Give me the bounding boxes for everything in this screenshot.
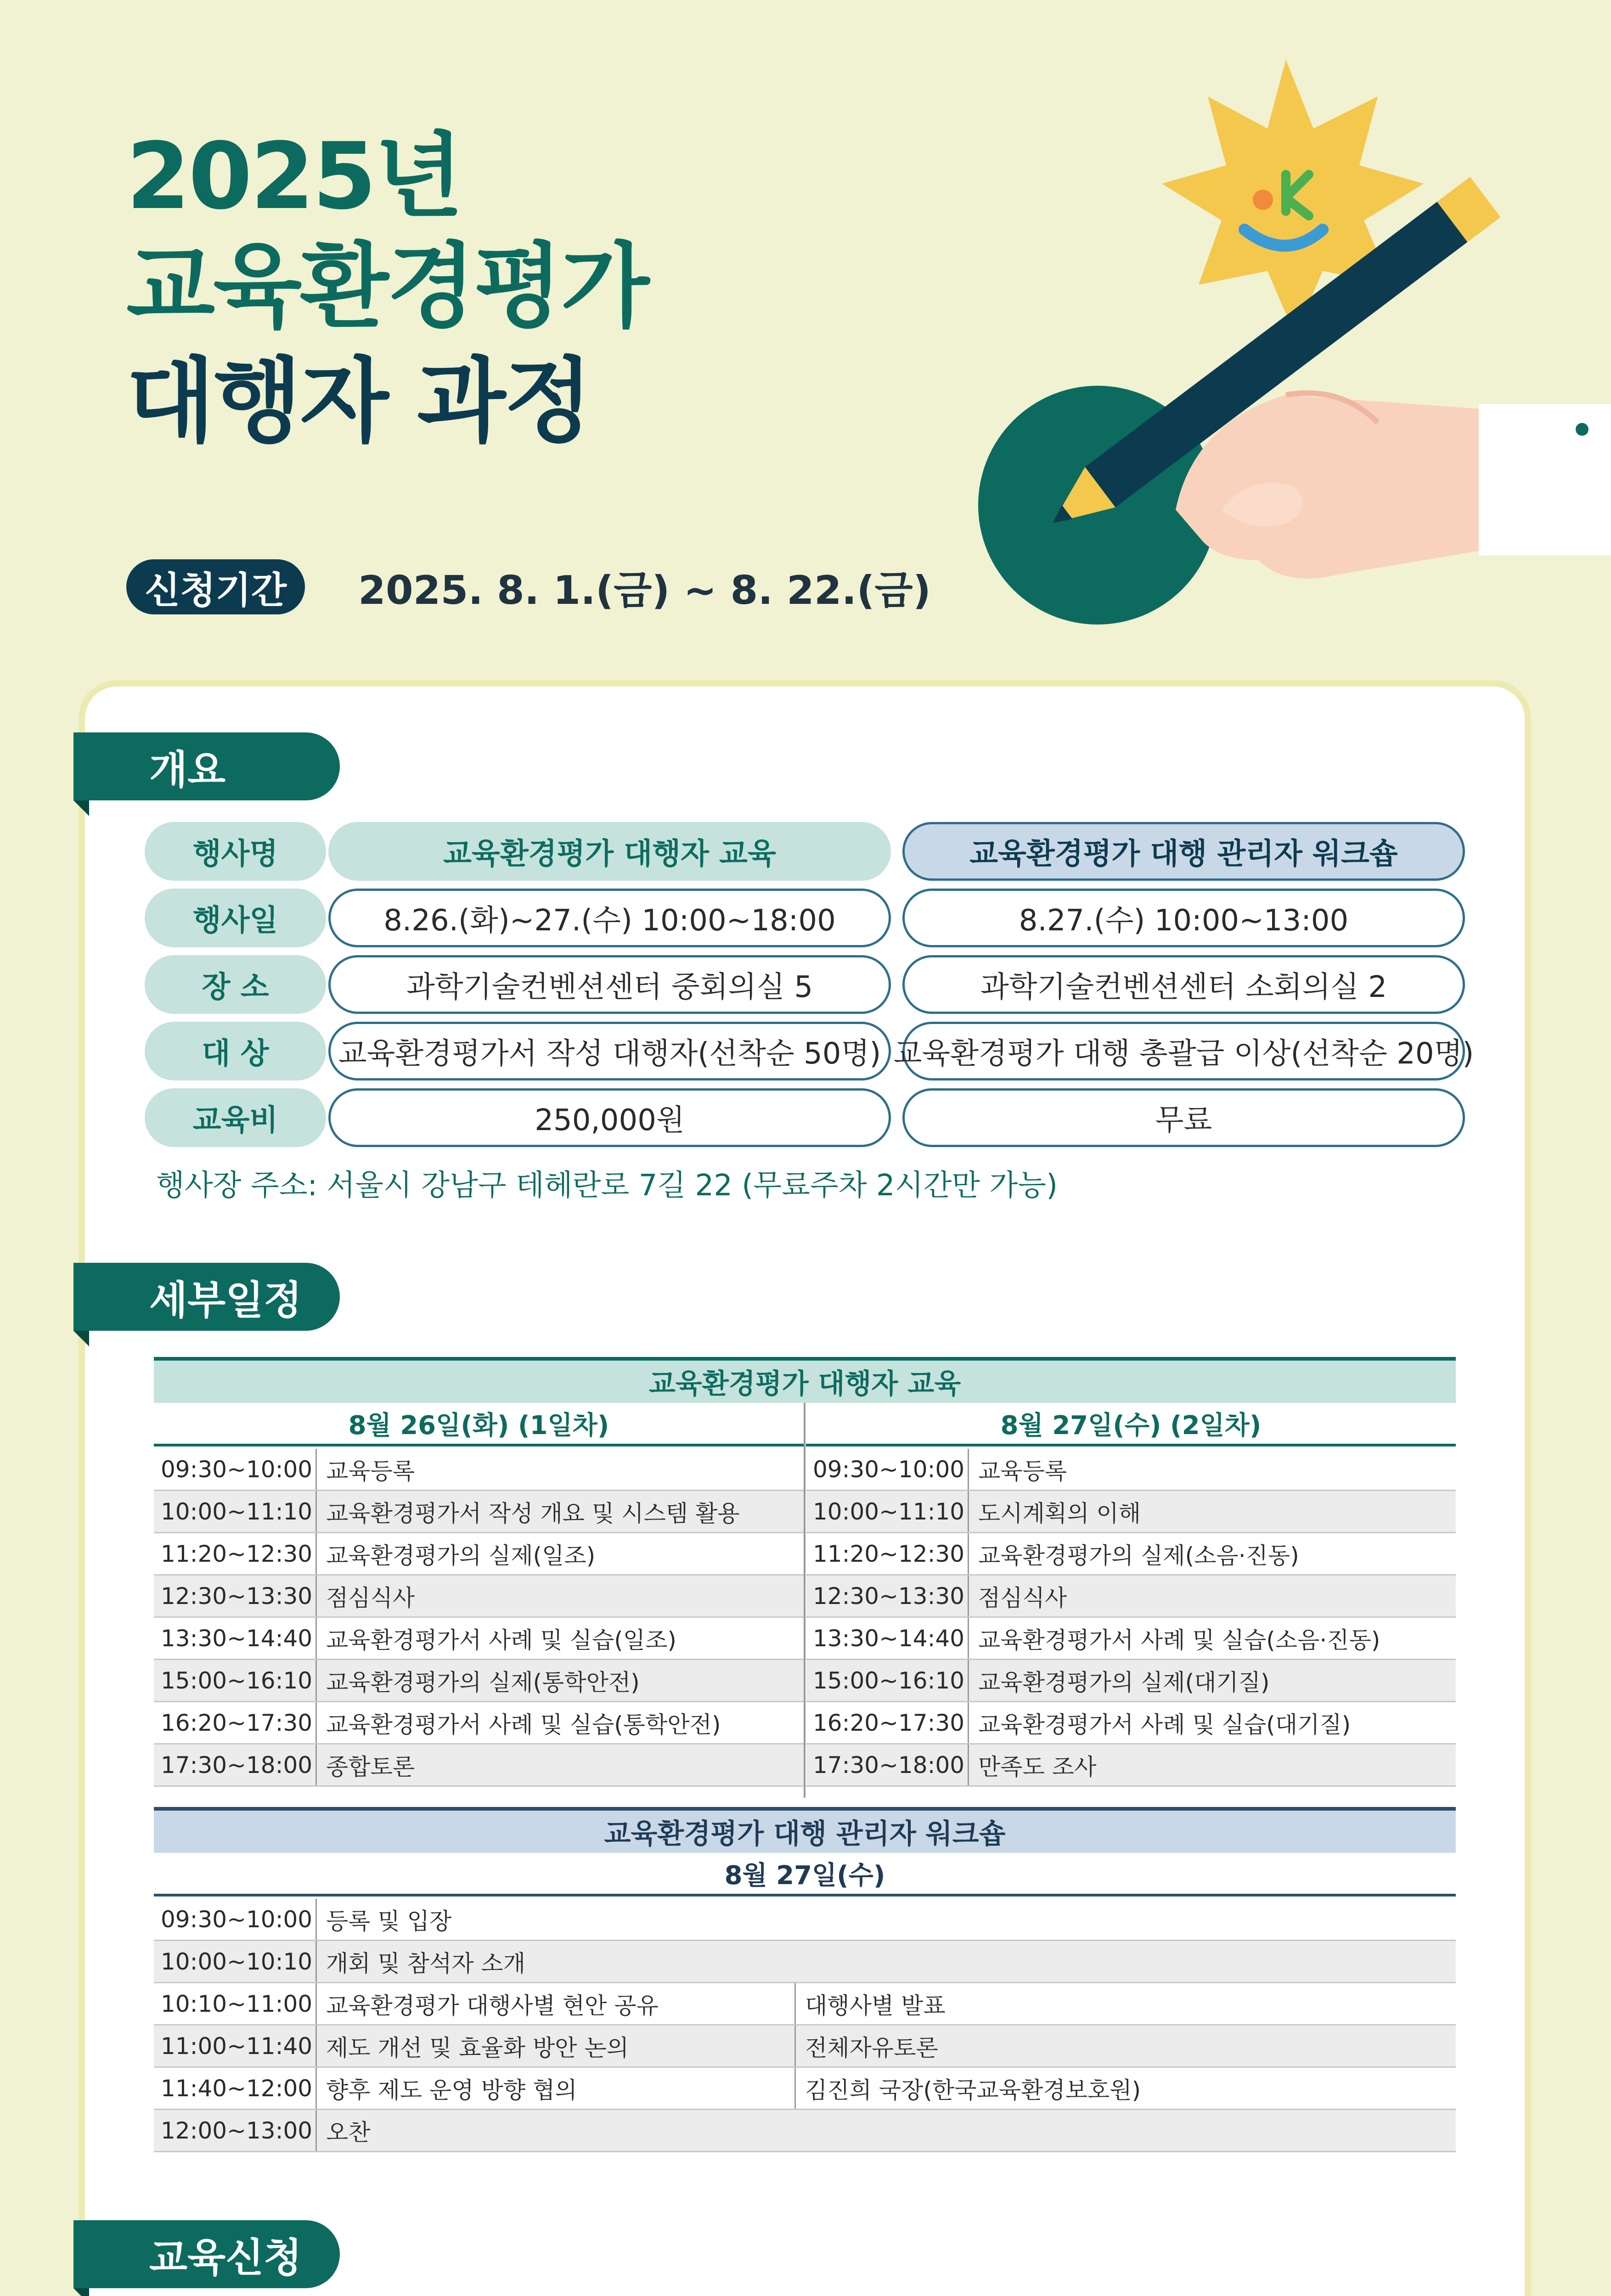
subject-cell: 오찬: [326, 2119, 371, 2146]
subject-cell: 점심식사: [326, 1584, 415, 1611]
course1-fee: 250,000원: [328, 1088, 891, 1147]
time-cell: 16:20~17:30: [806, 1702, 969, 1743]
time-cell: 17:30~18:00: [154, 1745, 317, 1785]
subject-cell: 교육환경평가의 실제(일조): [326, 1542, 596, 1569]
schedule-row: [806, 1491, 1456, 1533]
time-cell: 10:00~10:10: [154, 1941, 317, 1982]
table2-date: 8월 27일(수): [154, 1853, 1456, 1896]
note-cell: 전체자유토론: [794, 2026, 938, 2066]
subject-cell: 교육환경평가서 사례 및 실습(소음·진동): [978, 1626, 1380, 1654]
day1-title: 8월 26일(화) (1일차): [154, 1403, 804, 1446]
time-cell: 12:30~13:30: [806, 1576, 969, 1616]
schedule-row: [154, 1899, 1456, 1941]
course2-fee: 무료: [902, 1088, 1465, 1147]
period-value: 2025. 8. 1.(금) ~ 8. 22.(금): [358, 568, 931, 613]
venue-address: 행사장 주소: 서울시 강남구 테헤란로 7길 22 (무료주차 2시간만 가능): [156, 1169, 1058, 1203]
subject-cell: 향후 제도 운영 방향 협의: [326, 2077, 577, 2104]
schedule-row: [806, 1745, 1456, 1787]
note-cell: 김진희 국장(한국교육환경보호원): [794, 2068, 1141, 2109]
course1-target: 교육환경평가서 작성 대행자(선착순 50명): [328, 1022, 891, 1080]
course1-name: 교육환경평가 대행자 교육: [328, 822, 891, 881]
schedule-row: [154, 1618, 804, 1660]
schedule-table-course1: [154, 1357, 1456, 1798]
label-fee: 교육비: [145, 1088, 326, 1147]
schedule-row: [154, 2110, 1456, 2152]
time-cell: 11:40~12:00: [154, 2068, 317, 2109]
schedule-row: [806, 1618, 1456, 1660]
schedule-table-course2: [154, 1807, 1456, 2174]
schedule-row: [154, 1983, 1456, 2026]
schedule-row: [806, 1576, 1456, 1618]
schedule-row: [154, 1745, 804, 1787]
schedule-row: [806, 1449, 1456, 1491]
title-sub: 대행자 과정: [126, 348, 591, 455]
course2-date: 8.27.(수) 10:00~13:00: [902, 889, 1465, 947]
label-event-name: 행사명: [145, 822, 326, 881]
subject-cell: 제도 개선 및 효율화 방안 논의: [326, 2034, 629, 2061]
course1-venue: 과학기술컨벤션센터 중회의실 5: [328, 955, 891, 1014]
time-cell: 11:20~12:30: [806, 1533, 969, 1574]
title-main: 교육환경평가: [126, 233, 648, 340]
schedule-row: [806, 1660, 1456, 1702]
subject-cell: 교육등록: [978, 1458, 1067, 1485]
time-cell: 12:00~13:00: [154, 2110, 317, 2151]
time-cell: 10:10~11:00: [154, 1983, 317, 2024]
time-cell: 09:30~10:00: [806, 1449, 969, 1490]
subject-cell: 개회 및 참석자 소개: [326, 1950, 526, 1977]
schedule-row: [154, 1660, 804, 1702]
schedule-row: [806, 1702, 1456, 1745]
time-cell: 10:00~11:10: [154, 1491, 317, 1532]
schedule-row: [806, 1533, 1456, 1576]
schedule-row: [154, 1941, 1456, 1983]
note-cell: 대행사별 발표: [794, 1983, 946, 2024]
course2-name: 교육환경평가 대행 관리자 워크숍: [902, 822, 1465, 881]
label-target: 대 상: [145, 1022, 326, 1080]
label-venue: 장 소: [145, 955, 326, 1014]
time-cell: 16:20~17:30: [154, 1702, 317, 1743]
pencil-hand-illustration: [964, 46, 1611, 634]
time-cell: 13:30~14:40: [806, 1618, 969, 1659]
table1-column-divider: [804, 1403, 806, 1798]
application-section-title: 교육신청: [73, 2220, 340, 2288]
schedule-row: [154, 1491, 804, 1533]
overview-section-title: 개요: [73, 732, 340, 800]
note-cell: [794, 2110, 804, 2151]
time-cell: 11:00~11:40: [154, 2026, 317, 2066]
subject-cell: 교육환경평가서 사례 및 실습(일조): [326, 1626, 676, 1654]
subject-cell: 교육환경평가의 실제(소음·진동): [978, 1542, 1299, 1569]
subject-cell: 만족도 조사: [978, 1753, 1097, 1780]
period-label: 신청기간: [126, 559, 305, 614]
title-year: 2025년: [126, 123, 462, 230]
subject-cell: 교육환경평가 대행사별 현안 공유: [326, 1992, 659, 2019]
label-event-date: 행사일: [145, 889, 326, 947]
time-cell: 11:20~12:30: [154, 1533, 317, 1574]
subject-cell: 등록 및 입장: [326, 1908, 452, 1935]
time-cell: 17:30~18:00: [806, 1745, 969, 1785]
subject-cell: 도시계획의 이해: [978, 1500, 1141, 1527]
note-cell: [794, 1941, 804, 1982]
note-cell: [794, 1899, 804, 1940]
course2-target: 교육환경평가 대행 총괄급 이상(선착순 20명): [902, 1022, 1465, 1080]
table2-title: 교육환경평가 대행 관리자 워크숍: [154, 1807, 1456, 1853]
time-cell: 15:00~16:10: [154, 1660, 317, 1701]
subject-cell: 교육환경평가서 사례 및 실습(통학안전): [326, 1711, 721, 1738]
course2-venue: 과학기술컨벤션센터 소회의실 2: [902, 955, 1465, 1014]
time-cell: 13:30~14:40: [154, 1618, 317, 1659]
time-cell: 10:00~11:10: [806, 1491, 969, 1532]
table1-title: 교육환경평가 대행자 교육: [154, 1357, 1456, 1403]
time-cell: 15:00~16:10: [806, 1660, 969, 1701]
schedule-row: [154, 2026, 1456, 2068]
subject-cell: 종합토론: [326, 1753, 415, 1780]
subject-cell: 교육환경평가서 작성 개요 및 시스템 활용: [326, 1500, 740, 1527]
schedule-section-title: 세부일정: [73, 1263, 340, 1331]
schedule-row: [154, 2068, 1456, 2110]
schedule-row: [154, 1576, 804, 1618]
subject-cell: 교육환경평가의 실제(대기질): [978, 1669, 1270, 1696]
subject-cell: 교육등록: [326, 1458, 415, 1485]
subject-cell: 교육환경평가의 실제(통학안전): [326, 1669, 640, 1696]
schedule-row: [154, 1702, 804, 1745]
schedule-row: [154, 1533, 804, 1576]
day2-title: 8월 27일(수) (2일차): [806, 1403, 1456, 1446]
subject-cell: 점심식사: [978, 1584, 1067, 1611]
subject-cell: 교육환경평가서 사례 및 실습(대기질): [978, 1711, 1351, 1738]
time-cell: 12:30~13:30: [154, 1576, 317, 1616]
course1-date: 8.26.(화)~27.(수) 10:00~18:00: [328, 889, 891, 947]
time-cell: 09:30~10:00: [154, 1899, 317, 1940]
time-cell: 09:30~10:00: [154, 1449, 317, 1490]
schedule-row: [154, 1449, 804, 1491]
